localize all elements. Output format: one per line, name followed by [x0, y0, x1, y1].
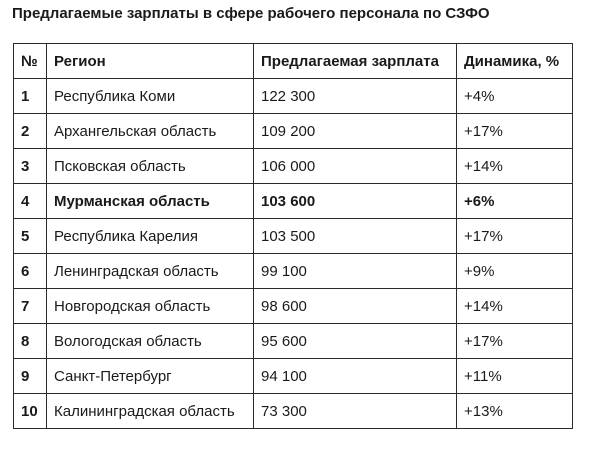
table-body [14, 79, 573, 429]
cell-dynamics: +17% [457, 324, 573, 359]
cell-region: Ленинградская область [47, 254, 254, 289]
cell-salary: 103 500 [254, 219, 457, 254]
cell-region: Новгородская область [47, 289, 254, 324]
cell-dynamics: +4% [457, 79, 573, 114]
cell-number: 7 [14, 289, 47, 324]
table-row [14, 289, 573, 324]
cell-salary: 98 600 [254, 289, 457, 324]
table-row [14, 149, 573, 184]
cell-salary: 99 100 [254, 254, 457, 289]
cell-region: Санкт-Петербург [47, 359, 254, 394]
cell-number: 10 [14, 394, 47, 429]
cell-dynamics: +9% [457, 254, 573, 289]
cell-salary: 73 300 [254, 394, 457, 429]
cell-salary: 94 100 [254, 359, 457, 394]
page-title: Предлагаемые зарплаты в сфере рабочего персонала по СЗФО [12, 5, 490, 22]
cell-region: Республика Карелия [47, 219, 254, 254]
table-row [14, 254, 573, 289]
cell-number: 1 [14, 79, 47, 114]
cell-salary: 95 600 [254, 324, 457, 359]
cell-dynamics: +14% [457, 149, 573, 184]
cell-dynamics: +17% [457, 114, 573, 149]
table-header [14, 44, 573, 79]
cell-dynamics: +6% [457, 184, 573, 219]
cell-region: Псковская область [47, 149, 254, 184]
table-row [14, 324, 573, 359]
header-salary: Предлагаемая зарплата [254, 44, 457, 79]
cell-region: Вологодская область [47, 324, 254, 359]
cell-number: 8 [14, 324, 47, 359]
header-number: № [14, 44, 47, 79]
cell-salary: 122 300 [254, 79, 457, 114]
cell-salary: 109 200 [254, 114, 457, 149]
cell-region: Мурманская область [47, 184, 254, 219]
cell-number: 9 [14, 359, 47, 394]
table-row [14, 394, 573, 429]
header-row [14, 44, 573, 79]
header-region: Регион [47, 44, 254, 79]
cell-number: 6 [14, 254, 47, 289]
table-row [14, 114, 573, 149]
table-row [14, 219, 573, 254]
cell-salary: 106 000 [254, 149, 457, 184]
cell-dynamics: +14% [457, 289, 573, 324]
cell-salary: 103 600 [254, 184, 457, 219]
table-row [14, 79, 573, 114]
cell-region: Республика Коми [47, 79, 254, 114]
cell-dynamics: +11% [457, 359, 573, 394]
cell-number: 2 [14, 114, 47, 149]
table-row [14, 359, 573, 394]
cell-number: 5 [14, 219, 47, 254]
cell-region: Архангельская область [47, 114, 254, 149]
cell-region: Калининградская область [47, 394, 254, 429]
cell-number: 3 [14, 149, 47, 184]
salary-table [13, 43, 573, 429]
cell-number: 4 [14, 184, 47, 219]
header-dynamics: Динамика, % [457, 44, 573, 79]
cell-dynamics: +13% [457, 394, 573, 429]
table-row [14, 184, 573, 219]
cell-dynamics: +17% [457, 219, 573, 254]
